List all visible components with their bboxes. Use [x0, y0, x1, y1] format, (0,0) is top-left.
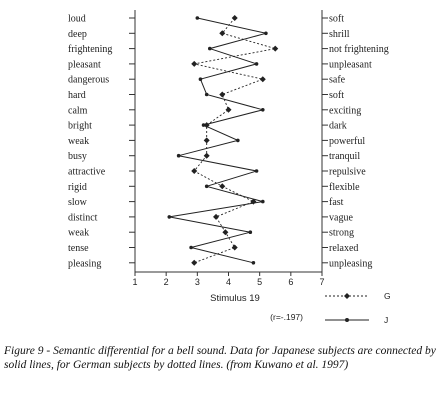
- x-tick-label: 5: [257, 277, 263, 287]
- legend-label-j: J: [384, 315, 389, 325]
- x-tick-label: 6: [288, 277, 294, 287]
- series-g-point: [260, 76, 266, 82]
- left-label-weak: weak: [68, 227, 90, 239]
- series-j-point: [205, 93, 209, 97]
- right-label-unpleasant: unpleasant: [329, 59, 372, 71]
- series-g-point: [219, 183, 225, 189]
- right-label-repulsive: repulsive: [329, 166, 366, 178]
- left-label-busy: busy: [68, 151, 87, 163]
- left-label-bright: bright: [68, 120, 92, 132]
- right-label-flexible: flexible: [329, 181, 360, 193]
- right-label-not-frightening: not frightening: [329, 44, 389, 56]
- left-label-pleasing: pleasing: [68, 258, 102, 270]
- series-j-line: [167, 16, 267, 264]
- left-label-deep: deep: [68, 28, 87, 40]
- series-g-line: [191, 15, 278, 266]
- right-label-safe: safe: [329, 74, 346, 86]
- x-tick-labels: [132, 277, 324, 287]
- series-g-point: [226, 107, 232, 113]
- series-j-point: [249, 230, 253, 234]
- right-label-powerful: powerful: [329, 135, 366, 147]
- right-label-soft: soft: [329, 90, 344, 101]
- legend-marker-j: [345, 318, 349, 322]
- left-label-tense: tense: [68, 243, 89, 254]
- series-g-point: [191, 260, 197, 266]
- series-j-point: [189, 246, 193, 250]
- x-axis-label: Stimulus 19: [210, 293, 260, 304]
- right-label-strong: strong: [329, 227, 354, 239]
- left-label-frightening: frightening: [68, 44, 113, 56]
- left-label-calm: calm: [68, 105, 88, 117]
- right-label-vague: vague: [329, 212, 353, 224]
- correlation-note: (r=-.197): [270, 312, 303, 322]
- series-g-point: [272, 46, 278, 52]
- series-j-point: [202, 123, 206, 127]
- series-j-path: [169, 18, 266, 263]
- right-label-dark: dark: [329, 120, 347, 132]
- right-label-tranquil: tranquil: [329, 151, 361, 163]
- series-j-point: [208, 47, 212, 51]
- right-adjective-labels: [329, 14, 389, 270]
- series-g-point: [232, 15, 238, 21]
- left-label-dangerous: dangerous: [68, 74, 110, 86]
- series-j-point: [261, 200, 265, 204]
- right-label-soft: soft: [329, 13, 344, 25]
- series-j-point: [252, 261, 256, 265]
- series-j-point: [255, 62, 259, 66]
- x-tick-label: 4: [225, 277, 232, 287]
- left-adjective-labels: [68, 14, 112, 270]
- series-j-point: [205, 185, 209, 189]
- x-tick-label: 1: [132, 277, 138, 287]
- right-label-unpleasing: unpleasing: [329, 258, 373, 270]
- left-label-attractive: attractive: [68, 166, 106, 178]
- right-label-relaxed: relaxed: [329, 243, 359, 254]
- series-g-point: [204, 153, 210, 159]
- right-label-exciting: exciting: [329, 105, 362, 117]
- x-tick-label: 2: [163, 277, 169, 287]
- series-g-point: [204, 137, 210, 143]
- left-label-rigid: rigid: [68, 181, 87, 193]
- series-j-point: [177, 154, 181, 158]
- right-label-shrill: shrill: [329, 28, 350, 40]
- series-j-point: [196, 16, 200, 20]
- left-label-hard: hard: [68, 90, 86, 101]
- series-j-point: [167, 215, 171, 219]
- series-g-point: [191, 61, 197, 67]
- series-g-point: [222, 229, 228, 235]
- series-g-point: [213, 214, 219, 220]
- left-label-distinct: distinct: [68, 212, 98, 224]
- figure-caption: Figure 9 - Semantic differential for a bell sound. Data for Japanese subjects are connected by solid lines, for German subjects by dotted lines. (from Kuwano et al. 1997): [4, 345, 436, 371]
- series-j-point: [236, 139, 240, 143]
- left-label-slow: slow: [68, 197, 87, 209]
- left-label-weak: weak: [68, 135, 90, 147]
- series-g-point: [232, 245, 238, 251]
- right-label-fast: fast: [329, 197, 344, 209]
- x-tick-label: 7: [319, 277, 325, 287]
- series-j-point: [261, 108, 265, 112]
- series-j-point: [255, 169, 259, 173]
- series-g-point: [219, 92, 225, 98]
- legend-marker-g: [344, 293, 350, 299]
- series-j-point: [199, 77, 203, 81]
- left-label-loud: loud: [68, 13, 86, 25]
- x-tick-label: 3: [194, 277, 200, 287]
- legend-label-g: G: [384, 291, 391, 301]
- series-j-point: [264, 32, 268, 36]
- legend: [325, 291, 391, 325]
- left-label-pleasant: pleasant: [68, 59, 101, 71]
